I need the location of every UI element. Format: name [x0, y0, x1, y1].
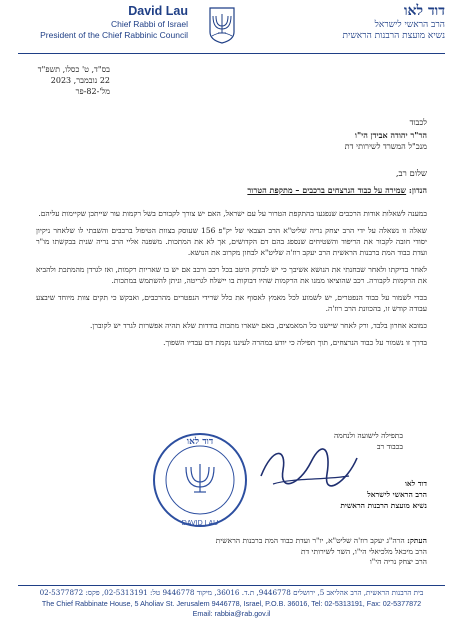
footer-email[interactable]: Email: rabbia@rab.gov.il [192, 609, 271, 618]
date-hebrew: בס"ד, ט' כסלו, תשפ"ד [37, 65, 110, 74]
cc-block [216, 536, 427, 568]
addressee-title: מנכ"ל המשרד לשירותי דת [344, 142, 427, 151]
signer-title-1: הרב הראשי לישראל [367, 490, 427, 499]
date-gregorian: 22 נובמבר, 2023 [50, 76, 110, 85]
menorah-emblem-icon [208, 6, 236, 44]
closing-line-1: בתפילה לישועה ולנחמה [333, 431, 403, 440]
stamp-hebrew-name: דוד לאו [186, 437, 214, 447]
header-divider [18, 53, 445, 54]
letterhead-english-name: David Lau [128, 4, 188, 18]
closing-line-2: בכבוד רב [376, 442, 403, 451]
greeting: שלום רב, [395, 169, 427, 179]
stamp-english-name: DAVID LAU [181, 520, 219, 527]
date-block [20, 64, 110, 97]
subject-label: הנדון: [408, 185, 427, 195]
addressee-name: הר"ר יהודה אבידן הי"ו [354, 130, 427, 140]
letterhead-english-title-1: Chief Rabbi of Israel [110, 19, 188, 29]
body-paragraph-1: במענה לשאלות אודות הרכבים שנפגעו בהתקפת הטרור על עם ישראל, האם יש צורך לקבורם בשל רקמות עור שייתכן שקיימות עליהם. [38, 209, 427, 218]
footer-hebrew-address: בית הרבנות הראשית, הרב אהליאב 5, ירושלים 9446778, ת.ד. 36016, מיקוד 9446778 טל: 02-5313191, פקס: 02-5377872 [39, 588, 424, 597]
footer-english-address: The Chief Rabbinate House, 5 Aholiav St. Jerusalem 9446778, Israel, P.O.B. 36016, Tel: 02-5313191, Fax: 02-5377872 [41, 598, 422, 608]
official-stamp-icon [150, 430, 250, 530]
letterhead-hebrew-title-2: נשיא מועצת הרבנות הראשית [342, 31, 445, 41]
cc-label: העתק: [407, 536, 427, 545]
subject-text: שמירה על כבוד הנרצחים ברכבים – מתקפת הטרור [247, 185, 407, 195]
body-paragraph-2: שאלה זו נשאלה על ידי הרב יצחק נריה שליט"א הרב הצבאי של יק"פ 156 שעוסק בצוות הטיפול ברכבים והשבתי לו שלאחר ניקיון יסודי חובה לקבור את הריפוד והשטיחים שנספג בהם דם הקדושים, אך לא את המתכות. משפנה אליי הרב נריה שנית בבקשתו מו"ר ועדת כבוד המת ברבנות הראשית הרב יעקב רוז'ה שליט"א לבחון מקרוב את הנושא. [36, 226, 427, 257]
body-paragraph-5: כמובא אחרון בלבד, ורק לאחר שיישנו כל המאמצים, באם ישארו מתכות בודדות שלא תהיה אפשרות לגרד יש לקוברן. [90, 321, 427, 330]
addressee-line-1: לכבוד [409, 118, 427, 127]
signature-block [307, 430, 427, 511]
cc-recipient-2: הרב מיכאל מלכיאלי הי"ו, השר לשירותי דת [300, 546, 427, 556]
letterhead-hebrew-title-1: הרב הראשי לישראל [374, 20, 445, 30]
body-paragraph-4: בכדי לשמור על כבוד הנפטרים, יש לשמוע לכל מאמץ לאסוף את כלל שרידי הנפטרים מהרכבים, ואבקש כי תקים צוות מיוחד שיבצע עבודה קודש זו, בהכוונת הרב רוז'ה. [36, 293, 427, 313]
signer-name: דוד לאו [405, 479, 427, 488]
signer-title-2: נשיא מועצת הרבנות הראשית [340, 501, 427, 510]
reference-number: מל'-82-פר [75, 87, 110, 96]
letterhead-english [18, 4, 188, 41]
cc-recipient-3: הרב יצחק נריה הי"ו [369, 557, 427, 566]
footer [20, 588, 443, 620]
letterhead-hebrew [280, 3, 445, 42]
footer-divider [18, 585, 445, 586]
body-paragraph-3: לאחר בדיקתו ולאחר שבחנתי את הנושא אשיבך כי יש לבדוק היטב בכל רכב ורכב אם יש בו שאריות רקמות, ואז לגרדן מהמתכת ולהביא את הרקמות לקבורה. רכב שהוציאו ממנו את הרקמות שהיו דבוקות בו יישלח לגריטה, וניתן להשתמש במתכות. [36, 265, 427, 285]
letterhead-hebrew-name: דוד לאו [403, 3, 445, 19]
subject-line [247, 185, 427, 195]
cc-recipient-1: הרה"ג יעקב רוז'ה שליט"א, יו"ר ועדת כבוד המת ברבנות הראשית [215, 536, 405, 545]
body-paragraph-6: בדרך זו נשמור על כבוד הנרצחים, תוך תפילה כי יודע במהרה לעיננו נקמת דם עבדיו השפוך. [163, 338, 427, 347]
letterhead-english-title-2: President of the Chief Rabbinic Council [40, 30, 188, 40]
letter-body [36, 208, 427, 354]
addressee [207, 117, 427, 153]
